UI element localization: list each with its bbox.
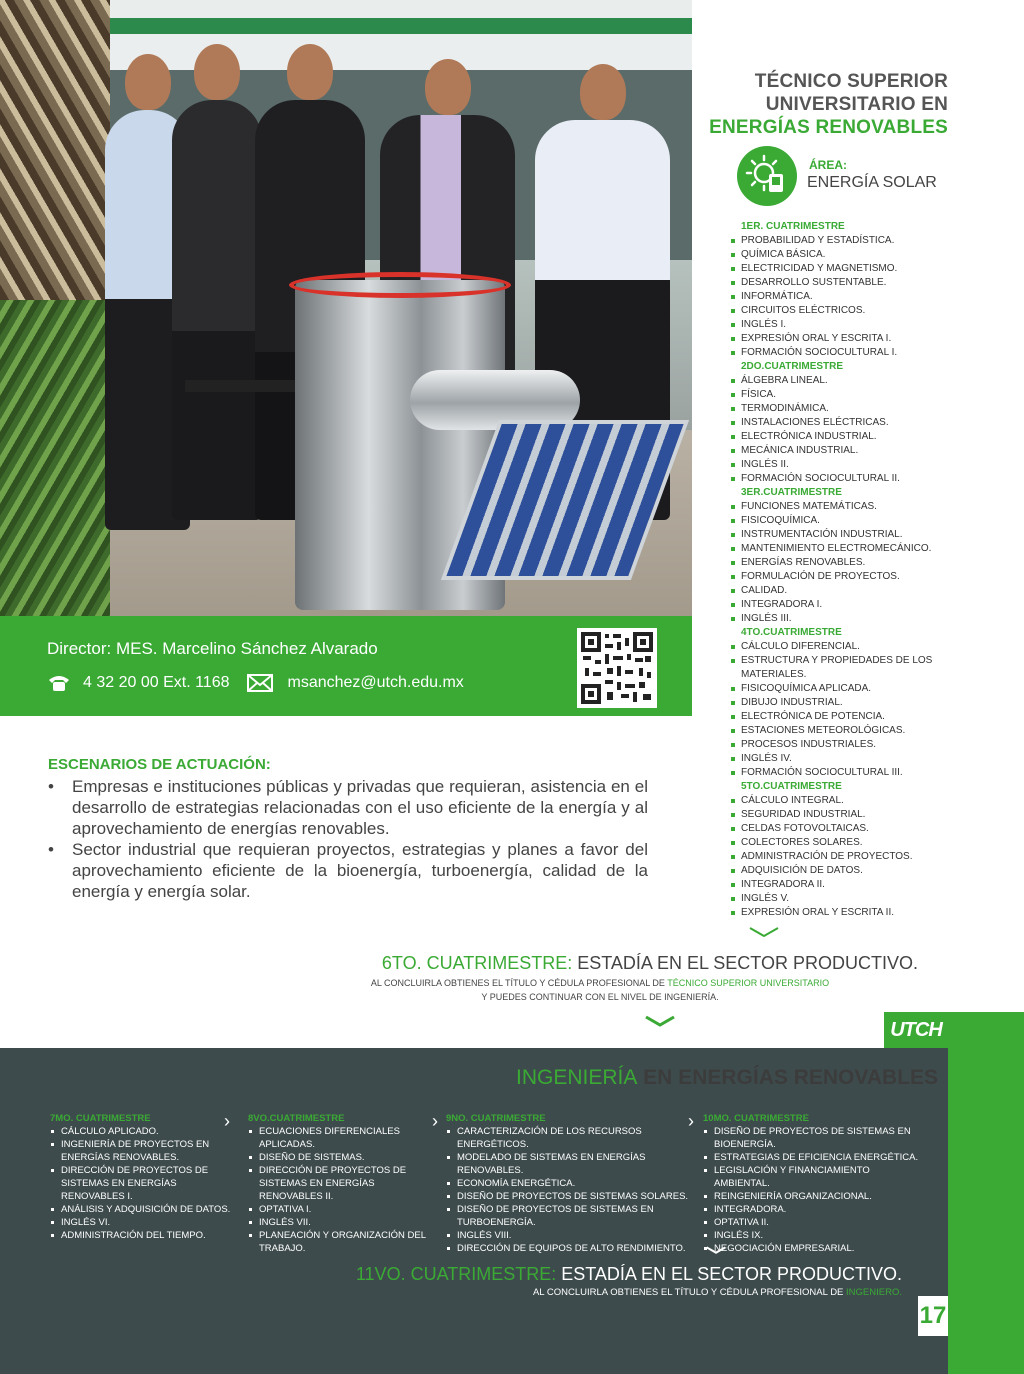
list-item: LEGISLACIÓN Y FINANCIAMIENTO AMBIENTAL. (703, 1164, 923, 1190)
list-item: ELECTRÓNICA INDUSTRIAL. (730, 430, 960, 444)
list-item: INFORMÁTICA. (730, 290, 960, 304)
list-item: CIRCUITOS ELÉCTRICOS. (730, 304, 960, 318)
list-item: DISEÑO DE PROYECTOS DE SISTEMAS SOLARES. (446, 1190, 691, 1203)
list-item: INGLÉS IV. (730, 752, 960, 766)
list-item: ECUACIONES DIFERENCIALES APLICADAS. (248, 1125, 438, 1151)
list-item: FUNCIONES MATEMÁTICAS. (730, 500, 960, 514)
email-link[interactable]: msanchez@utch.edu.mx (287, 674, 464, 691)
list-item: INGLÉS VI. (50, 1216, 235, 1229)
utch-logo: UTCH (884, 1012, 948, 1048)
list-item: ESTRATEGIAS DE EFICIENCIA ENERGÉTICA. (703, 1151, 923, 1164)
chevron-right-icon: › (432, 1111, 438, 1131)
list-item: QUÍMICA BÁSICA. (730, 248, 960, 262)
semester-heading: 9NO. CUATRIMESTRE (446, 1113, 546, 1124)
list-item: FORMACIÓN SOCIOCULTURAL I. (730, 346, 960, 360)
semester-heading: 4TO.CUATRIMESTRE (741, 627, 842, 638)
engineering-title: INGENIERÍA EN ENERGÍAS RENOVABLES (515, 1066, 938, 1089)
list-item: ADQUISICIÓN DE DATOS. (730, 864, 960, 878)
semester-heading: 10MO. CUATRIMESTRE (703, 1113, 809, 1124)
list-item: ELECTRICIDAD Y MAGNETISMO. (730, 262, 960, 276)
list-item: • Sector industrial que requieran proyectos, estrategias y planes a favor del aprovechamiento eficiente de la bioenergía, turboenergía, calidad de la energía y energía solar. (48, 839, 648, 902)
list-item: INGLÉS VII. (248, 1216, 438, 1229)
program-title: TÉCNICO SUPERIOR UNIVERSITARIO EN ENERGÍAS RENOVABLES (709, 71, 948, 138)
list-item: INGLÉS VIII. (446, 1229, 691, 1242)
list-item: EXPRESIÓN ORAL Y ESCRITA I. (730, 332, 960, 346)
list-item: CÁLCULO APLICADO. (50, 1125, 235, 1138)
scenarios-list (48, 776, 648, 902)
director-name: Director: MES. Marcelino Sánchez Alvarado (47, 639, 378, 658)
list-item: FÍSICA. (730, 388, 960, 402)
chevron-right-icon: › (224, 1111, 230, 1131)
page-number: 17 (918, 1296, 948, 1336)
list-item: INSTRUMENTACIÓN INDUSTRIAL. (730, 528, 960, 542)
chevron-down-icon (749, 926, 779, 938)
eleventh-semester-heading: 11VO. CUATRIMESTRE: ESTADÍA EN EL SECTOR PRODUCTIVO. (355, 1264, 902, 1284)
sixth-semester-note-line2: Y PUEDES CONTINUAR CON EL NIVEL DE INGENIERÍA. (481, 992, 719, 1002)
list-item: CELDAS FOTOVOLTAICAS. (730, 822, 960, 836)
chevron-right-icon: › (688, 1111, 694, 1131)
list-item: TERMODINÁMICA. (730, 402, 960, 416)
list-item: NEGOCIACIÓN EMPRESARIAL. (703, 1242, 923, 1255)
director-band (0, 616, 692, 716)
list-item: INGENIERÍA DE PROYECTOS EN ENERGÍAS RENOVABLES. (50, 1138, 235, 1164)
list-item: • Empresas e instituciones públicas y privadas que requieran, asistencia en el desarrollo de estrategias relacionadas con el uso eficiente de la energía y al aprovechamiento de energías renovables. (48, 776, 648, 839)
engineering-semester-10 (703, 1112, 923, 1255)
list-item: COLECTORES SOLARES. (730, 836, 960, 850)
list-item: DIRECCIÓN DE PROYECTOS DE SISTEMAS EN ENERGÍAS RENOVABLES I. (50, 1164, 235, 1203)
list-item: CALIDAD. (730, 584, 960, 598)
list-item: SEGURIDAD INDUSTRIAL. (730, 808, 960, 822)
list-item: MECÁNICA INDUSTRIAL. (730, 444, 960, 458)
list-item: PLANEACIÓN Y ORGANIZACIÓN DEL TRABAJO. (248, 1229, 438, 1255)
engineering-semester-9 (446, 1112, 691, 1255)
side-green-strip (948, 1012, 1024, 1374)
list-item: PROBABILIDAD Y ESTADÍSTICA. (730, 234, 960, 248)
list-item: ESTRUCTURA Y PROPIEDADES DE LOS MATERIALES. (730, 654, 960, 682)
list-item: INGLÉS IX. (703, 1229, 923, 1242)
chevron-down-icon (706, 1246, 726, 1254)
list-item: DIBUJO INDUSTRIAL. (730, 696, 960, 710)
chevron-down-icon (645, 1015, 675, 1027)
list-item: MANTENIMIENTO ELECTROMECÁNICO. (730, 542, 960, 556)
qr-code-icon[interactable] (577, 628, 657, 708)
contact-row (47, 674, 464, 692)
list-item: INTEGRADORA I. (730, 598, 960, 612)
list-item: INGLÉS III. (730, 612, 960, 626)
phone-icon (47, 674, 71, 692)
list-item: INSTALACIONES ELÉCTRICAS. (730, 416, 960, 430)
list-item: INGLÉS I. (730, 318, 960, 332)
sixth-semester-note: AL CONCLUIRLA OBTIENES EL TÍTULO Y CÉDULA PROFESIONAL DE TÉCNICO SUPERIOR UNIVERSITARIO (370, 978, 830, 988)
list-item: DISEÑO DE SISTEMAS. (248, 1151, 438, 1164)
list-item: PROCESOS INDUSTRIALES. (730, 738, 960, 752)
semester-heading: 2DO.CUATRIMESTRE (741, 361, 844, 372)
semester-heading: 7MO. CUATRIMESTRE (50, 1113, 151, 1124)
eleventh-semester-note: AL CONCLUIRLA OBTIENES EL TÍTULO Y CÉDULA PROFESIONAL DE INGENIERO. (532, 1287, 902, 1298)
list-item: INTEGRADORA. (703, 1203, 923, 1216)
list-item: ADMINISTRACIÓN DEL TIEMPO. (50, 1229, 235, 1242)
list-item: OPTATIVA I. (248, 1203, 438, 1216)
list-item: REINGENIERÍA ORGANIZACIONAL. (703, 1190, 923, 1203)
list-item: FORMACIÓN SOCIOCULTURAL II. (730, 472, 960, 486)
semester-heading: 3ER.CUATRIMESTRE (741, 487, 842, 498)
list-item: FORMULACIÓN DE PROYECTOS. (730, 570, 960, 584)
semester-heading: 5TO.CUATRIMESTRE (741, 781, 842, 792)
sixth-semester-heading: 6TO. CUATRIMESTRE: ESTADÍA EN EL SECTOR PRODUCTIVO. (381, 953, 918, 973)
scenarios-title: ESCENARIOS DE ACTUACIÓN: (48, 756, 271, 773)
list-item: INGLÉS II. (730, 458, 960, 472)
list-item: DISEÑO DE PROYECTOS DE SISTEMAS EN BIOENERGÍA. (703, 1125, 923, 1151)
list-item: ESTACIONES METEOROLÓGICAS. (730, 724, 960, 738)
list-item: FISICOQUÍMICA APLICADA. (730, 682, 960, 696)
list-item: ADMINISTRACIÓN DE PROYECTOS. (730, 850, 960, 864)
semester-heading: 8VO.CUATRIMESTRE (248, 1113, 345, 1124)
list-item: FORMACIÓN SOCIOCULTURAL III. (730, 766, 960, 780)
group-photo (0, 0, 692, 616)
list-item: CARACTERIZACIÓN DE LOS RECURSOS ENERGÉTICOS. (446, 1125, 691, 1151)
phone-number[interactable]: 4 32 20 00 Ext. 1168 (83, 674, 230, 691)
list-item: INGLÉS V. (730, 892, 960, 906)
list-item: MODELADO DE SISTEMAS EN ENERGÍAS RENOVABLES. (446, 1151, 691, 1177)
solar-bulb-icon (737, 146, 797, 206)
list-item: DISEÑO DE PROYECTOS DE SISTEMAS EN TURBOENERGÍA. (446, 1203, 691, 1229)
tsu-course-list (730, 220, 960, 920)
list-item: ANÁLISIS Y ADQUISICIÓN DE DATOS. (50, 1203, 235, 1216)
mail-icon (247, 674, 273, 692)
list-item: EXPRESIÓN ORAL Y ESCRITA II. (730, 906, 960, 920)
area-label: ÁREA: (809, 158, 847, 172)
list-item: DIRECCIÓN DE PROYECTOS DE SISTEMAS EN ENERGÍAS RENOVABLES II. (248, 1164, 438, 1203)
engineering-semester-7 (50, 1112, 235, 1242)
list-item: INTEGRADORA II. (730, 878, 960, 892)
list-item: CÁLCULO DIFERENCIAL. (730, 640, 960, 654)
engineering-semester-8 (248, 1112, 438, 1255)
area-value: ENERGÍA SOLAR (807, 174, 937, 191)
list-item: DESARROLLO SUSTENTABLE. (730, 276, 960, 290)
list-item: OPTATIVA II. (703, 1216, 923, 1229)
list-item: FISICOQUÍMICA. (730, 514, 960, 528)
list-item: DIRECCIÓN DE EQUIPOS DE ALTO RENDIMIENTO. (446, 1242, 691, 1255)
list-item: ÁLGEBRA LINEAL. (730, 374, 960, 388)
list-item: ENERGÍAS RENOVABLES. (730, 556, 960, 570)
list-item: CÁLCULO INTEGRAL. (730, 794, 960, 808)
list-item: ELECTRÓNICA DE POTENCIA. (730, 710, 960, 724)
list-item: ECONOMÍA ENERGÉTICA. (446, 1177, 691, 1190)
semester-heading: 1ER. CUATRIMESTRE (741, 221, 845, 232)
